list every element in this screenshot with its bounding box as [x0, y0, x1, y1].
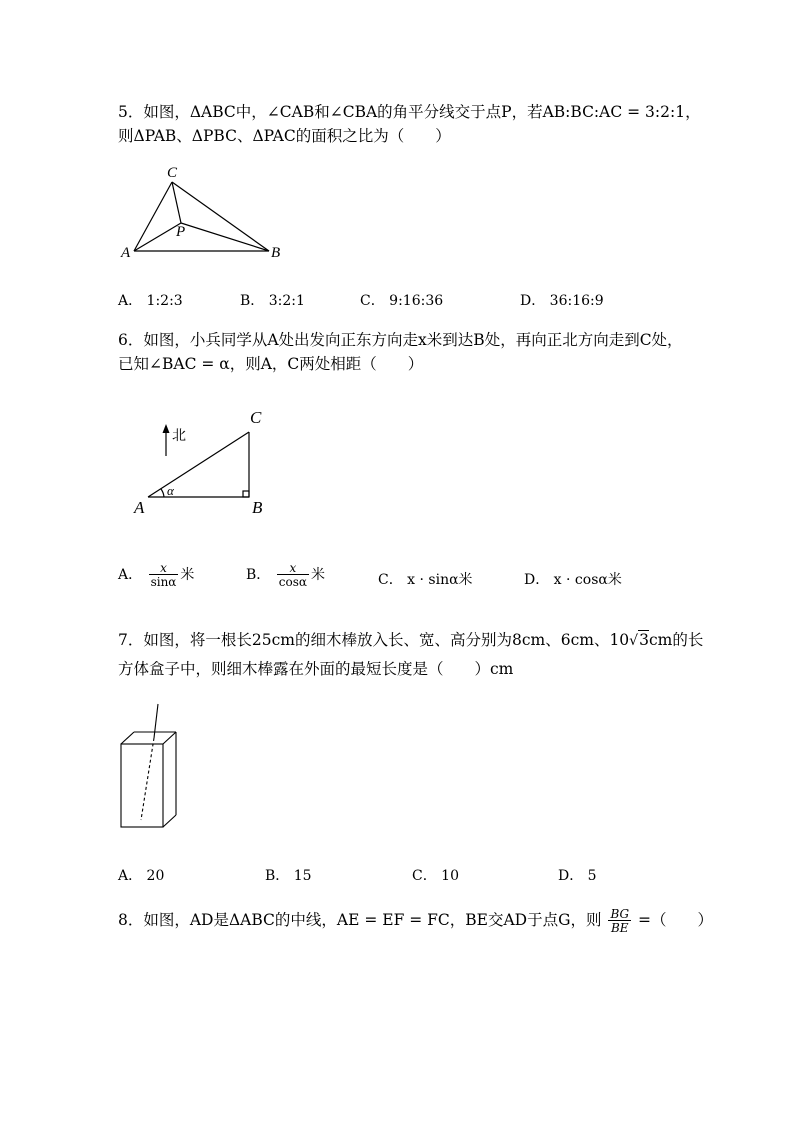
q8-line1 — [118, 908, 713, 934]
q8-line1-text: 8．如图，AD是ΔABC的中线，AE = EF = FC，BE交AD于点G，则 — [118, 911, 602, 929]
q6-option-b-numerator: x — [289, 561, 297, 575]
q6-label-a: A — [134, 498, 145, 517]
q6-option-d: D． x · cosα米 — [524, 572, 622, 588]
q6-option-a-fraction — [149, 562, 179, 588]
q5-option-b: B． 3:2:1 — [240, 293, 305, 309]
q6-option-a-unit: 米 — [180, 567, 195, 583]
q6-option-b-unit: 米 — [310, 567, 325, 583]
q7-line2: 方体盒子中，则细木棒露在外面的最短长度是（ ）cm — [118, 660, 514, 678]
q6-option-a-denominator: sinα — [150, 575, 177, 589]
q6-label-c: C — [250, 408, 262, 427]
q7-sqrt-value: 3 — [639, 631, 649, 649]
q8-fraction-denominator: BE — [608, 920, 631, 934]
q5-option-c: C． 9:16:36 — [360, 293, 444, 309]
q6-option-b-prefix: B． — [246, 567, 271, 583]
q6-label-north: 北 — [172, 428, 186, 444]
q8-fraction-numerator: BG — [610, 907, 630, 921]
q5-option-a: A． 1:2:3 — [118, 293, 183, 309]
q6-label-alpha: α — [167, 483, 174, 498]
q6-option-b-fraction — [277, 562, 309, 588]
q5-label-c: C — [167, 165, 178, 181]
q6-option-a — [118, 562, 194, 588]
q7-option-a: A． 20 — [118, 868, 165, 884]
q7-option-c: C． 10 — [412, 868, 459, 884]
q5-label-p: P — [176, 224, 186, 240]
q6-line1: 6．如图，小兵同学从A处出发向正东方向走x米到达B处，再向正北方向走到C处， — [118, 331, 683, 349]
q5-line2: 则ΔPAB、ΔPBC、ΔPAC的面积之比为（ ） — [118, 127, 451, 145]
q6-option-c: C． x · sinα米 — [378, 572, 473, 588]
q6-option-b — [246, 562, 325, 588]
q7-sqrt-symbol: √ — [629, 633, 639, 649]
q5-label-a: A — [121, 245, 131, 261]
q7-line1-text: 7．如图，将一根长25cm的细木棒放入长、宽、高分别为8cm、6cm、10 — [118, 631, 630, 649]
q8-fraction — [608, 908, 631, 934]
q6-option-b-denominator: cosα — [278, 575, 307, 589]
q8-line1-tail: =（ ） — [638, 911, 714, 929]
q6-option-a-numerator: x — [160, 561, 167, 575]
q5-line1: 5．如图，ΔABC中，∠CAB和∠CBA的角平分线交于点P，若AB:BC:AC = 3:2:1， — [118, 103, 701, 121]
q5-option-d: D． 36:16:9 — [520, 293, 604, 309]
q6-line2: 已知∠BAC = α，则A，C两处相距（ ） — [118, 355, 424, 373]
q5-label-b: B — [271, 245, 281, 261]
q7-line1-tail: cm的长 — [648, 631, 704, 649]
q7-line1 — [118, 628, 703, 650]
q7-option-d: D． 5 — [558, 868, 597, 884]
q7-option-b: B． 15 — [265, 868, 312, 884]
q6-option-a-prefix: A． — [118, 567, 143, 583]
q6-label-b: B — [252, 498, 263, 517]
